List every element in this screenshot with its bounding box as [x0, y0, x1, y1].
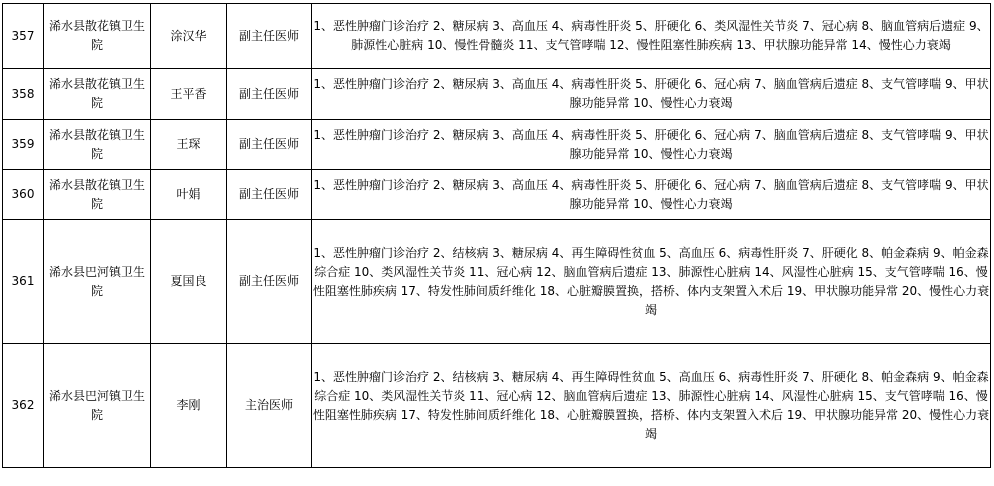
disease-scope-cell: 1、恶性肿瘤门诊治疗 2、结核病 3、糖尿病 4、再生障碍性贫血 5、高血压 6、病毒性肝炎 7、肝硬化 8、帕金森病 9、帕金森综合症 10、类风湿性关节炎 11、冠心病 12、脑血管病后遗症 13、肺源性心脏病 14、风湿性心脏病 15、支气管哮喘 16、慢性阻塞性肺疾病 17、特发性肺间质纤维化 18、心脏瓣膜置换，搭桥、体内支架置入术后 19、甲状腺功能异常 20、慢性心力衰竭: [312, 344, 991, 468]
doctor-name-cell: 王平香: [151, 69, 227, 120]
row-number: 357: [3, 4, 44, 69]
table-row: [3, 69, 991, 120]
disease-scope-cell: 1、恶性肿瘤门诊治疗 2、糖尿病 3、高血压 4、病毒性肝炎 5、肝硬化 6、冠心病 7、脑血管病后遗症 8、支气管哮喘 9、甲状腺功能异常 10、慢性心力衰竭: [312, 170, 991, 220]
doctor-name-cell: 夏国良: [151, 220, 227, 344]
row-number: 362: [3, 344, 44, 468]
row-number: 361: [3, 220, 44, 344]
table-row: [3, 220, 991, 344]
doctor-name-cell: 叶娟: [151, 170, 227, 220]
row-number: 358: [3, 69, 44, 120]
institution-cell: 浠水县巴河镇卫生院: [44, 220, 151, 344]
doctor-title-cell: 副主任医师: [227, 69, 312, 120]
disease-scope-cell: 1、恶性肿瘤门诊治疗 2、糖尿病 3、高血压 4、病毒性肝炎 5、肝硬化 6、冠心病 7、脑血管病后遗症 8、支气管哮喘 9、甲状腺功能异常 10、慢性心力衰竭: [312, 120, 991, 170]
table-row: [3, 170, 991, 220]
disease-scope-cell: 1、恶性肿瘤门诊治疗 2、糖尿病 3、高血压 4、病毒性肝炎 5、肝硬化 6、冠心病 7、脑血管病后遗症 8、支气管哮喘 9、甲状腺功能异常 10、慢性心力衰竭: [312, 69, 991, 120]
doctor-title-cell: 副主任医师: [227, 120, 312, 170]
doctor-name-cell: 王琛: [151, 120, 227, 170]
institution-cell: 浠水县散花镇卫生院: [44, 4, 151, 69]
disease-scope-cell: 1、恶性肿瘤门诊治疗 2、糖尿病 3、高血压 4、病毒性肝炎 5、肝硬化 6、类风湿性关节炎 7、冠心病 8、脑血管病后遗症 9、肺源性心脏病 10、慢性骨髓炎 11、支气管哮喘 12、慢性阻塞性肺疾病 13、甲状腺功能异常 14、慢性心力衰竭: [312, 4, 991, 69]
table-row: [3, 120, 991, 170]
row-number: 360: [3, 170, 44, 220]
doctor-title-cell: 主治医师: [227, 344, 312, 468]
institution-cell: 浠水县散花镇卫生院: [44, 120, 151, 170]
doctor-name-cell: 李刚: [151, 344, 227, 468]
disease-scope-cell: 1、恶性肿瘤门诊治疗 2、结核病 3、糖尿病 4、再生障碍性贫血 5、高血压 6、病毒性肝炎 7、肝硬化 8、帕金森病 9、帕金森综合症 10、类风湿性关节炎 11、冠心病 12、脑血管病后遗症 13、肺源性心脏病 14、风湿性心脏病 15、支气管哮喘 16、慢性阻塞性肺疾病 17、特发性肺间质纤维化 18、心脏瓣膜置换，搭桥、体内支架置入术后 19、甲状腺功能异常 20、慢性心力衰竭: [312, 220, 991, 344]
doctor-title-cell: 副主任医师: [227, 220, 312, 344]
institution-cell: 浠水县散花镇卫生院: [44, 170, 151, 220]
row-number: 359: [3, 120, 44, 170]
table-row: [3, 344, 991, 468]
table-row: [3, 4, 991, 69]
doctor-title-cell: 副主任医师: [227, 4, 312, 69]
institution-cell: 浠水县散花镇卫生院: [44, 69, 151, 120]
doctor-title-cell: 副主任医师: [227, 170, 312, 220]
institution-cell: 浠水县巴河镇卫生院: [44, 344, 151, 468]
doctor-table: [2, 3, 991, 468]
doctor-name-cell: 涂汉华: [151, 4, 227, 69]
